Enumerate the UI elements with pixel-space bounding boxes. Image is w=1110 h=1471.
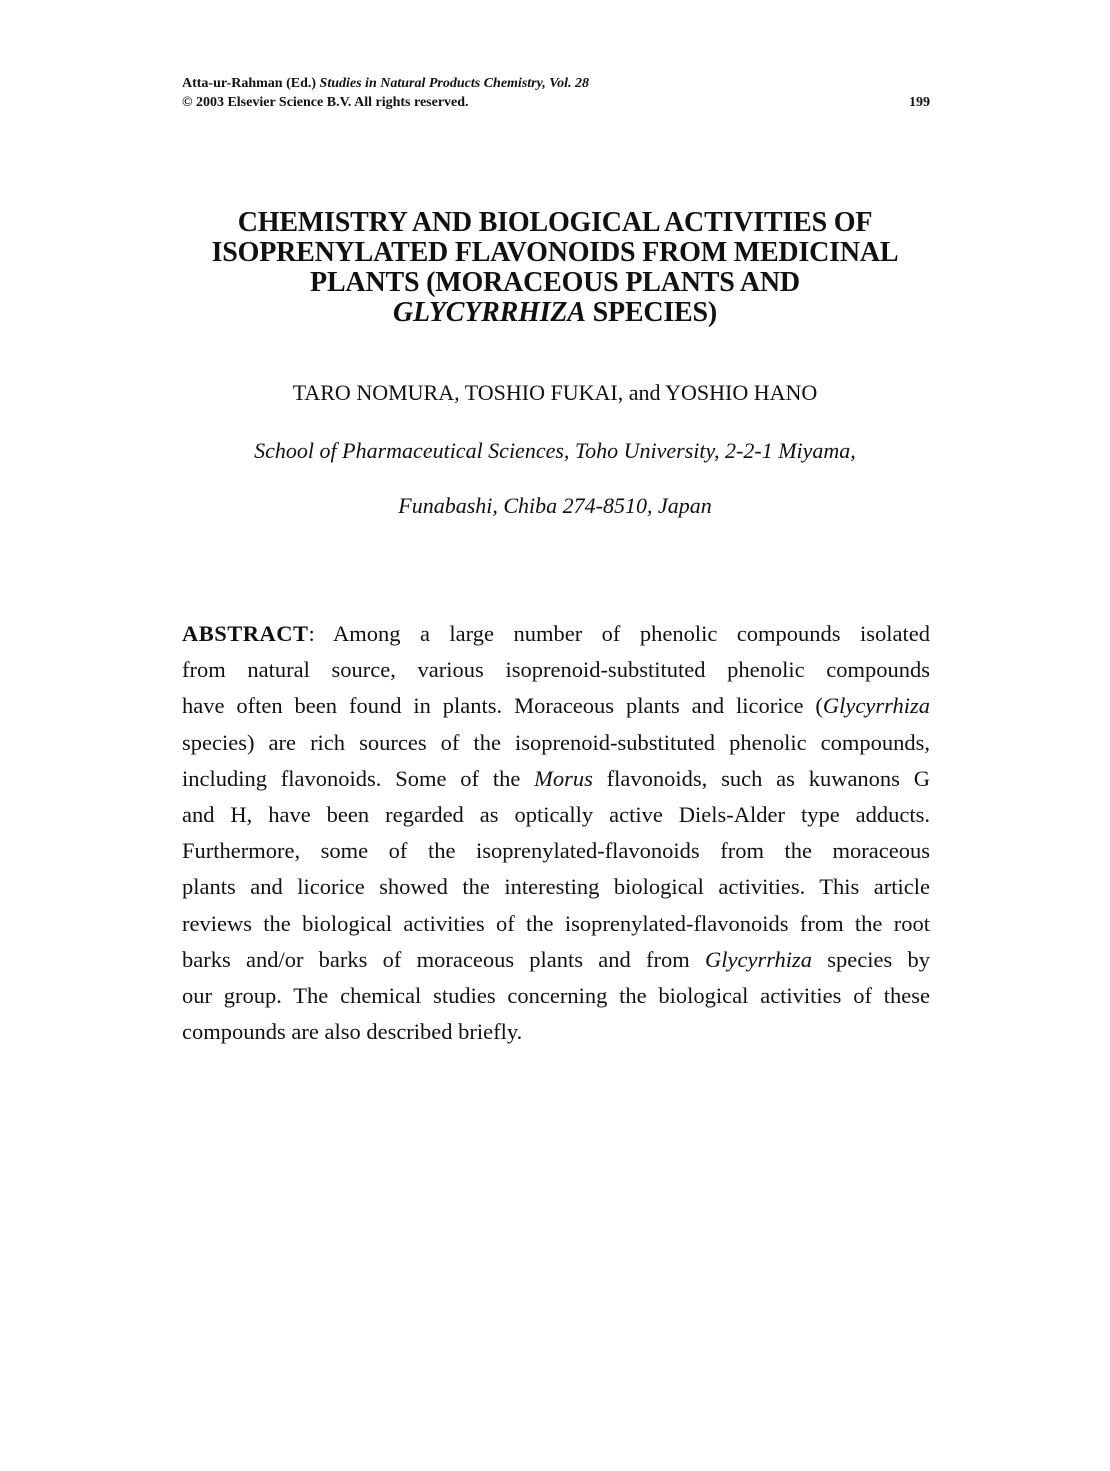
abstract-line: from natural source, various isoprenoid-substituted phenolic compounds: [182, 657, 930, 683]
abstract-line: and H, have been regarded as optically active Diels-Alder type adducts.: [182, 802, 930, 828]
abstract-label: ABSTRACT: [182, 621, 309, 646]
title-line-4-rest: SPECIES): [585, 297, 718, 328]
abstract-line: ABSTRACT: Among a large number of phenolic compounds isolated: [182, 621, 930, 646]
citation-line: [182, 74, 930, 93]
abstract: [182, 616, 930, 1050]
page-number: 199: [909, 95, 930, 110]
abstract-line: Furthermore, some of the isoprenylated-flavonoids from the moraceous: [182, 838, 930, 864]
title-line-1: CHEMISTRY AND BIOLOGICAL ACTIVITIES OF: [237, 207, 873, 238]
abstract-line: including flavonoids. Some of the Morus flavonoids, such as kuwanons G: [182, 765, 930, 791]
paper-title: [150, 208, 960, 328]
series-title: Studies in Natural Products Chemistry, Vol. 28: [319, 76, 589, 91]
affiliation-line-2: Funabashi, Chiba 274-8510, Japan: [398, 493, 712, 518]
abstract-line: have often been found in plants. Moraceous plants and licorice (Glycyrrhiza: [182, 693, 930, 719]
abstract-line: plants and licorice showed the interesting biological activities. This article: [182, 874, 930, 900]
title-line-2: ISOPRENYLATED FLAVONOIDS FROM MEDICINAL: [211, 237, 899, 268]
author-list: TARO NOMURA, TOSHIO FUKAI, and YOSHIO HANO: [292, 380, 818, 405]
abstract-line: species) are rich sources of the isoprenoid-substituted phenolic compounds,: [182, 729, 930, 755]
affiliation-line-1: School of Pharmaceutical Sciences, Toho University, 2-2-1 Miyama,: [254, 438, 856, 463]
title-genus: GLYCYRRHIZA: [392, 297, 586, 328]
title-line-3: PLANTS (MORACEOUS PLANTS AND: [310, 267, 800, 298]
editor: Atta-ur-Rahman (Ed.): [182, 76, 317, 91]
abstract-line: compounds are also described briefly.: [182, 1019, 523, 1045]
abstract-line: barks and/or barks of moraceous plants and from Glycyrrhiza species by: [182, 946, 930, 972]
running-header: [182, 74, 930, 112]
abstract-line: reviews the biological activities of the isoprenylated-flavonoids from the root: [182, 910, 930, 936]
abstract-line: our group. The chemical studies concerning the biological activities of these: [182, 983, 930, 1009]
title-line-4: [150, 298, 960, 328]
copyright-line: © 2003 Elsevier Science B.V. All rights reserved.: [182, 95, 469, 110]
